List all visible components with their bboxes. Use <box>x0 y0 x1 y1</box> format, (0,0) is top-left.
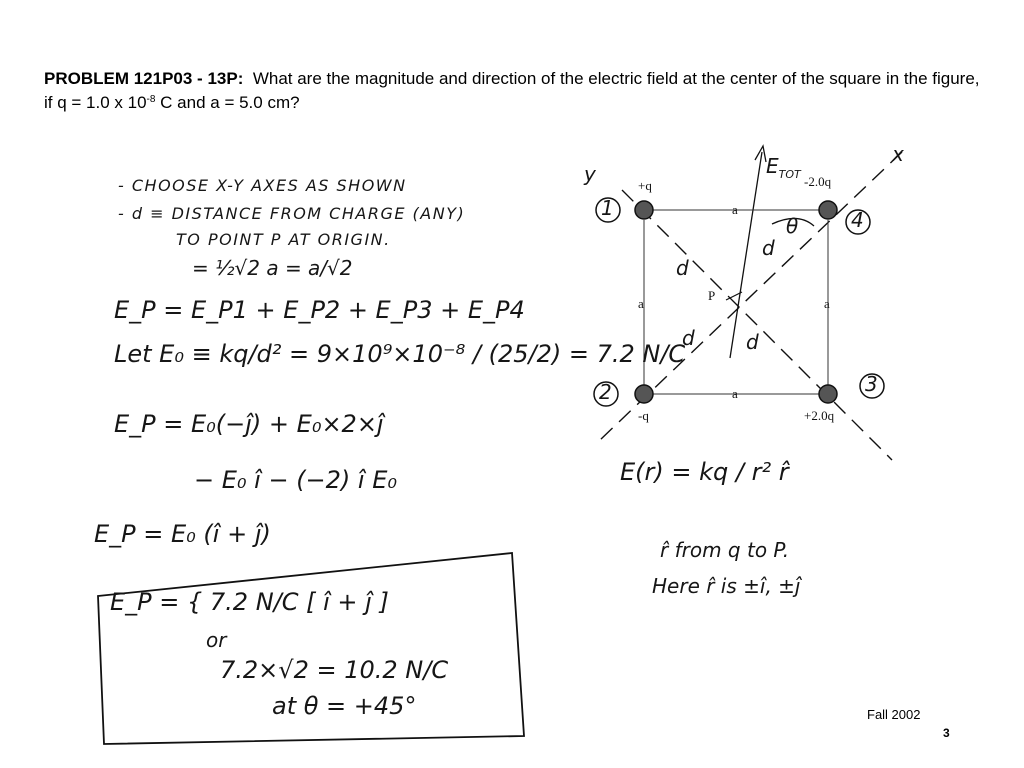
scanned-solution <box>92 140 956 752</box>
page-number: 3 <box>943 726 950 740</box>
distance-label-2: d <box>682 326 695 350</box>
y-axis-label: y <box>584 162 596 186</box>
side-label-left: a <box>638 296 644 311</box>
footer-date: Fall 2002 <box>867 707 921 722</box>
step-2: - d ≡ DISTANCE FROM CHARGE (ANY) <box>118 204 466 223</box>
step-4: = ½√2 a = a/√2 <box>192 256 353 280</box>
answer-line-1: E_P = { 7.2 N/C [ î + ĵ ] <box>110 588 389 616</box>
rhat-line-2: Here r̂ is ±î, ±ĵ <box>652 574 801 598</box>
charge-label-4: -2.0q <box>804 174 832 189</box>
number-label-1: 1 <box>601 196 614 220</box>
coulomb-formula: E(r) = kq / r² r̂ <box>620 458 789 486</box>
charge-label-3: +2.0q <box>804 408 835 423</box>
y-axis <box>730 152 762 358</box>
step-3: TO POINT P AT ORIGIN. <box>176 230 391 249</box>
side-label-right: a <box>824 296 830 311</box>
charge-2 <box>635 385 653 403</box>
center-label: P <box>708 288 716 303</box>
exponent: -8 <box>146 94 156 105</box>
step-6: Let E₀ ≡ kq/d² = 9×10⁹×10⁻⁸ / (25/2) = 7.2 N/C <box>114 340 686 368</box>
answer-or: or <box>206 628 227 652</box>
step-8: − E₀ î − (−2) î E₀ <box>194 466 398 494</box>
charge-4 <box>819 201 837 219</box>
step-9: E_P = E₀ (î + ĵ) <box>94 520 271 548</box>
step-7: E_P = E₀(−ĵ) + E₀×2×ĵ <box>114 410 384 438</box>
side-label-bottom: a <box>732 386 738 401</box>
answer-line-2: 7.2×√2 = 10.2 N/C <box>220 656 449 684</box>
step-5: E_P = E_P1 + E_P2 + E_P3 + E_P4 <box>114 296 525 324</box>
x-axis-label: x <box>892 142 904 166</box>
side-label-top: a <box>732 202 738 217</box>
answer-line-3: at θ = +45° <box>272 692 417 720</box>
number-label-4: 4 <box>851 208 864 232</box>
charge-label-1: +q <box>638 178 652 193</box>
angle-label: θ <box>786 214 799 238</box>
distance-label-4: d <box>762 236 775 260</box>
field-label: $E_{TOT}$ <box>766 154 801 181</box>
problem-label: PROBLEM 121P03 - 13P: <box>44 69 244 88</box>
question-text-end: C and a = 5.0 cm? <box>155 93 300 112</box>
distance-label-3: d <box>746 330 759 354</box>
number-label-2: 2 <box>599 380 612 404</box>
charge-3 <box>819 385 837 403</box>
problem-statement <box>44 67 984 115</box>
charge-label-2: -q <box>638 408 649 423</box>
distance-label-1: d <box>676 256 689 280</box>
rhat-line-1: r̂ from q to P. <box>660 538 790 562</box>
number-label-3: 3 <box>865 372 878 396</box>
question-text: What are the magnitude and direction of the electric field at the center of the square in the figure, if q = 1.0 x 10 <box>44 69 980 112</box>
charge-1 <box>635 201 653 219</box>
step-1: - CHOOSE X-Y AXES AS SHOWN <box>118 176 407 195</box>
